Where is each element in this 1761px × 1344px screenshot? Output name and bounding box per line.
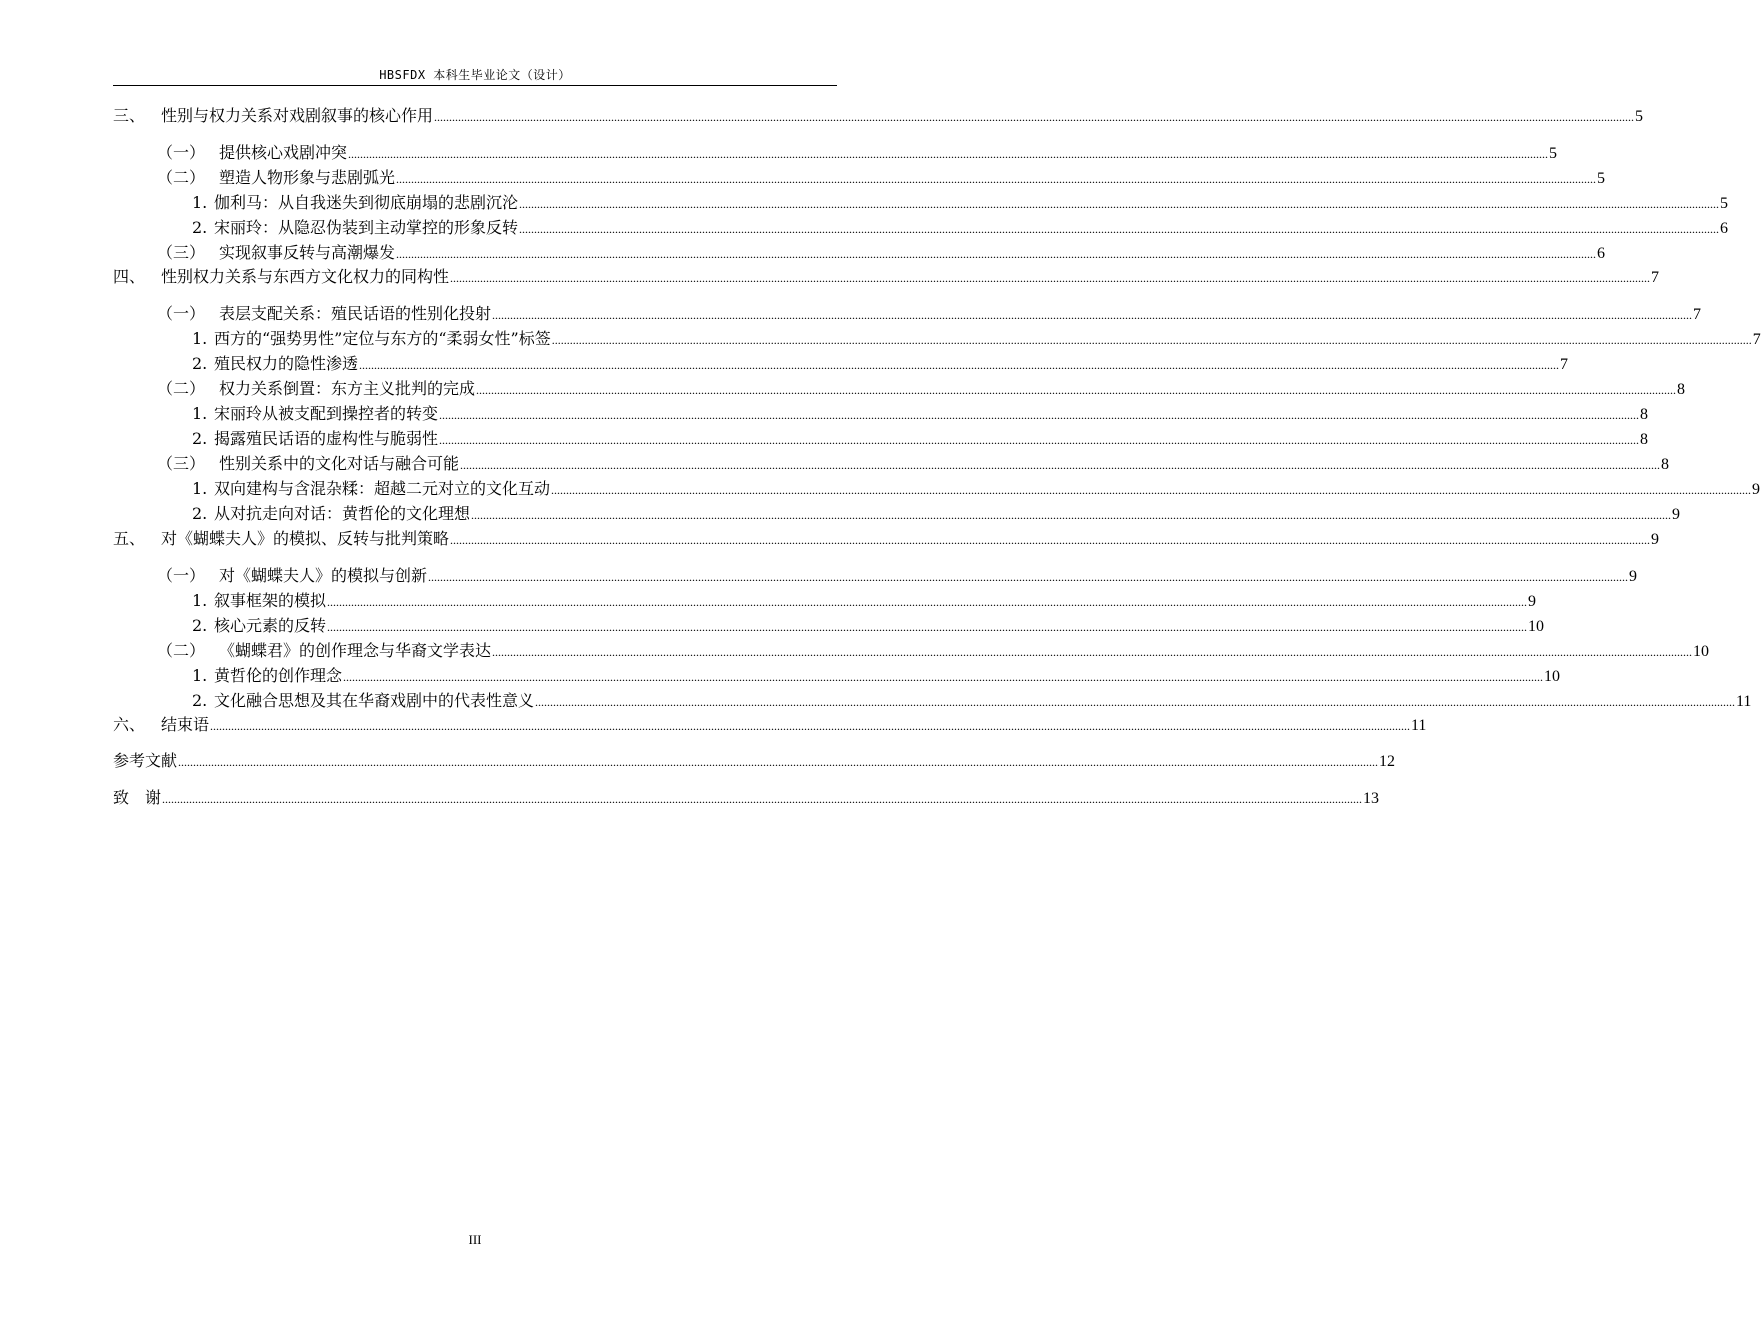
toc-entry-number: （二） [157,168,206,187]
toc-page-number: 7 [1560,356,1569,373]
toc-dot-leader: ................................................................................................................................................................................................................................................................................................................................................................................................................ [471,508,1672,522]
toc-page-number: 8 [1640,431,1649,448]
toc-entry-title [113,713,209,737]
toc-entry-title [192,664,342,688]
toc-entry-number: （三） [157,454,206,473]
toc-entry-number: 2. [192,429,208,448]
toc-entry-title [192,427,438,451]
toc-dot-leader: ................................................................................................................................................................................................................................................................................................................................................................................................................ [428,570,1629,584]
toc-entry[interactable] [113,477,1761,501]
toc-entry[interactable] [113,104,1644,128]
toc-dot-leader: ................................................................................................................................................................................................................................................................................................................................................................................................................ [396,247,1597,261]
toc-entry-number: （三） [157,243,206,262]
toc-page-number: 10 [1693,643,1710,660]
toc-entry[interactable] [113,639,1710,663]
toc-entry-number: 五、 [113,529,146,548]
toc-dot-leader: ................................................................................................................................................................................................................................................................................................................................................................................................................ [551,483,1752,497]
toc-entry-number: （二） [157,641,206,660]
toc-entry-text: 从对抗走向对话：黄哲伦的文化理想 [214,504,471,523]
toc-entry-number: 1. [192,479,208,498]
toc-dot-leader: ................................................................................................................................................................................................................................................................................................................................................................................................................ [178,755,1379,769]
toc-entry[interactable] [113,402,1649,426]
toc-dot-leader: ................................................................................................................................................................................................................................................................................................................................................................................................................ [327,620,1528,634]
toc-entry-title [192,589,326,613]
toc-entry-number: 1. [192,329,208,348]
toc-dot-leader: ................................................................................................................................................................................................................................................................................................................................................................................................................ [434,110,1635,124]
toc-entry-text: 对《蝴蝶夫人》的模拟与创新 [219,566,428,585]
toc-entry-title [157,241,395,265]
toc-page-number: 7 [1752,331,1761,348]
toc-entry-text: 黄哲伦的创作理念 [214,666,343,685]
toc-entry-title [113,749,177,773]
toc-entry[interactable] [113,786,1380,810]
toc-entry-title [157,302,491,326]
toc-dot-leader: ................................................................................................................................................................................................................................................................................................................................................................................................................ [439,433,1640,447]
toc-dot-leader: ................................................................................................................................................................................................................................................................................................................................................................................................................ [460,458,1661,472]
toc-dot-leader: ................................................................................................................................................................................................................................................................................................................................................................................................................ [519,222,1720,236]
toc-entry-number: 2. [192,616,208,635]
toc-entry[interactable] [113,216,1729,240]
toc-dot-leader: ................................................................................................................................................................................................................................................................................................................................................................................................................ [396,172,1597,186]
toc-dot-leader: ................................................................................................................................................................................................................................................................................................................................................................................................................ [359,358,1560,372]
toc-entry-text: 揭露殖民话语的虚构性与脆弱性 [214,429,439,448]
toc-page-number: 13 [1363,790,1380,807]
toc-entry[interactable] [113,241,1606,265]
toc-dot-leader: ................................................................................................................................................................................................................................................................................................................................................................................................................ [450,533,1651,547]
toc-entry[interactable] [113,427,1649,451]
toc-entry[interactable] [113,527,1660,551]
toc-entry-number: 三、 [113,106,146,125]
toc-dot-leader: ................................................................................................................................................................................................................................................................................................................................................................................................................ [327,595,1528,609]
toc-entry-text: 塑造人物形象与悲剧弧光 [219,168,396,187]
toc-page-number: 5 [1635,108,1644,125]
toc-entry-title [157,564,427,588]
toc-page-number: 8 [1661,456,1670,473]
toc-dot-leader: ................................................................................................................................................................................................................................................................................................................................................................................................................ [210,719,1411,733]
toc-entry-title [113,786,161,810]
toc-page-number: 12 [1379,753,1396,770]
toc-page-number: 5 [1597,170,1606,187]
toc-page-number: 11 [1411,717,1427,734]
toc-dot-leader: ................................................................................................................................................................................................................................................................................................................................................................................................................ [476,383,1677,397]
toc-entry-title [192,216,518,240]
toc-entry-title [192,477,550,501]
toc-entry-text: 殖民权力的隐性渗透 [214,354,359,373]
toc-entry-number: 2. [192,218,208,237]
toc-entry-text: 结束语 [161,715,210,734]
toc-page-number: 7 [1651,269,1660,286]
toc-entry-title [157,141,347,165]
toc-entry-text: 表层支配关系：殖民话语的性别化投射 [219,304,492,323]
toc-dot-leader: ................................................................................................................................................................................................................................................................................................................................................................................................................ [343,670,1544,684]
toc-entry-text: 实现叙事反转与高潮爆发 [219,243,396,262]
toc-entry-number: 1. [192,591,208,610]
toc-entry-title [157,166,395,190]
toc-entry-title [113,104,433,128]
toc-entry-text: 伽利马：从自我迷失到彻底崩塌的悲剧沉沦 [214,193,519,212]
toc-entry[interactable] [113,265,1660,289]
toc-entry-number: 1. [192,404,208,423]
toc-entry-title [192,689,534,713]
toc-entry-title [192,327,551,351]
toc-entry-title [192,614,326,638]
toc-entry-number: 六、 [113,715,146,734]
toc-dot-leader: ................................................................................................................................................................................................................................................................................................................................................................................................................ [450,271,1651,285]
page-number-footer: III [468,1232,482,1247]
toc-entry[interactable] [113,713,1427,737]
toc-page-number: 5 [1549,145,1558,162]
toc-entry[interactable] [113,327,1761,351]
toc-entry-text: 提供核心戏剧冲突 [219,143,348,162]
page-header: HBSFDX 本科生毕业论文（设计） [379,68,571,82]
toc-page-number: 5 [1720,195,1729,212]
toc-entry[interactable] [113,166,1606,190]
toc-entry-title [192,402,438,426]
toc-dot-leader: ................................................................................................................................................................................................................................................................................................................................................................................................................ [519,197,1720,211]
toc-dot-leader: ................................................................................................................................................................................................................................................................................................................................................................................................................ [535,695,1736,709]
toc-entry[interactable] [113,589,1537,613]
toc-entry-text: 性别与权力关系对戏剧叙事的核心作用 [161,106,434,125]
toc-page-number: 9 [1752,481,1761,498]
toc-entry-title [157,639,491,663]
toc-entry-text: 西方的“强势男性”定位与东方的“柔弱女性”标签 [214,329,551,348]
toc-page-number: 10 [1544,668,1561,685]
toc-entry[interactable] [113,664,1561,688]
toc-entry-text: 权力关系倒置：东方主义批判的完成 [219,379,476,398]
toc-entry-number: （一） [157,143,206,162]
toc-entry[interactable] [113,502,1681,526]
toc-page-number: 8 [1677,381,1686,398]
toc-entry[interactable] [113,689,1752,713]
toc-dot-leader: ................................................................................................................................................................................................................................................................................................................................................................................................................ [348,147,1549,161]
toc-page-number: 11 [1736,693,1752,710]
toc-entry[interactable] [113,377,1686,401]
toc-entry-text: 文化融合思想及其在华裔戏剧中的代表性意义 [214,691,535,710]
toc-page-number: 7 [1693,306,1702,323]
toc-entry[interactable] [113,191,1729,215]
toc-entry-number: （二） [157,379,206,398]
toc-entry-number: 1. [192,666,208,685]
toc-entry-title [157,452,459,476]
toc-entry[interactable] [113,452,1670,476]
toc-entry-number: （一） [157,304,206,323]
toc-entry-text: 宋丽玲：从隐忍伪装到主动掌控的形象反转 [214,218,519,237]
toc-page-number: 8 [1640,406,1649,423]
toc-entry-title [192,191,518,215]
toc-page-number: 6 [1720,220,1729,237]
toc-entry-title [113,527,449,551]
toc-entry-number: 2. [192,504,208,523]
toc-entry[interactable] [113,141,1558,165]
toc-entry-title [113,265,449,289]
toc-dot-leader: ................................................................................................................................................................................................................................................................................................................................................................................................................ [492,645,1693,659]
toc-entry-text: 性别权力关系与东西方文化权力的同构性 [161,267,450,286]
toc-entry-text: 对《蝴蝶夫人》的模拟、反转与批判策略 [161,529,450,548]
toc-entry-text: 致 谢 [113,788,162,807]
toc-page-number: 9 [1672,506,1681,523]
toc-page-number: 6 [1597,245,1606,262]
toc-entry[interactable] [113,302,1702,326]
toc-entry-number: 1. [192,193,208,212]
header-rule [113,85,837,86]
toc-entry-text: 参考文献 [113,751,178,770]
toc-entry-title [157,377,475,401]
toc-entry-number: 2. [192,691,208,710]
toc-entry-number: 四、 [113,267,146,286]
toc-page-number: 9 [1651,531,1660,548]
toc-dot-leader: ................................................................................................................................................................................................................................................................................................................................................................................................................ [492,308,1693,322]
toc-entry-number: （一） [157,566,206,585]
toc-entry-text: 核心元素的反转 [214,616,327,635]
toc-entry-text: 双向建构与含混杂糅：超越二元对立的文化互动 [214,479,551,498]
toc-entry-text: 《蝴蝶君》的创作理念与华裔文学表达 [219,641,492,660]
toc-entry-text: 叙事框架的模拟 [214,591,327,610]
toc-page-number: 9 [1528,593,1537,610]
toc-entry[interactable] [113,749,1396,773]
toc-entry[interactable] [113,614,1545,638]
toc-entry[interactable] [113,352,1569,376]
toc-dot-leader: ................................................................................................................................................................................................................................................................................................................................................................................................................ [551,333,1752,347]
toc-entry-text: 宋丽玲从被支配到操控者的转变 [214,404,439,423]
toc-entry[interactable] [113,564,1638,588]
toc-page-number: 10 [1528,618,1545,635]
toc-entry-title [192,502,470,526]
toc-entry-title [192,352,358,376]
toc-dot-leader: ................................................................................................................................................................................................................................................................................................................................................................................................................ [439,408,1640,422]
toc-entry-text: 性别关系中的文化对话与融合可能 [219,454,460,473]
toc-entry-number: 2. [192,354,208,373]
toc-dot-leader: ................................................................................................................................................................................................................................................................................................................................................................................................................ [162,792,1363,806]
toc-page-number: 9 [1629,568,1638,585]
